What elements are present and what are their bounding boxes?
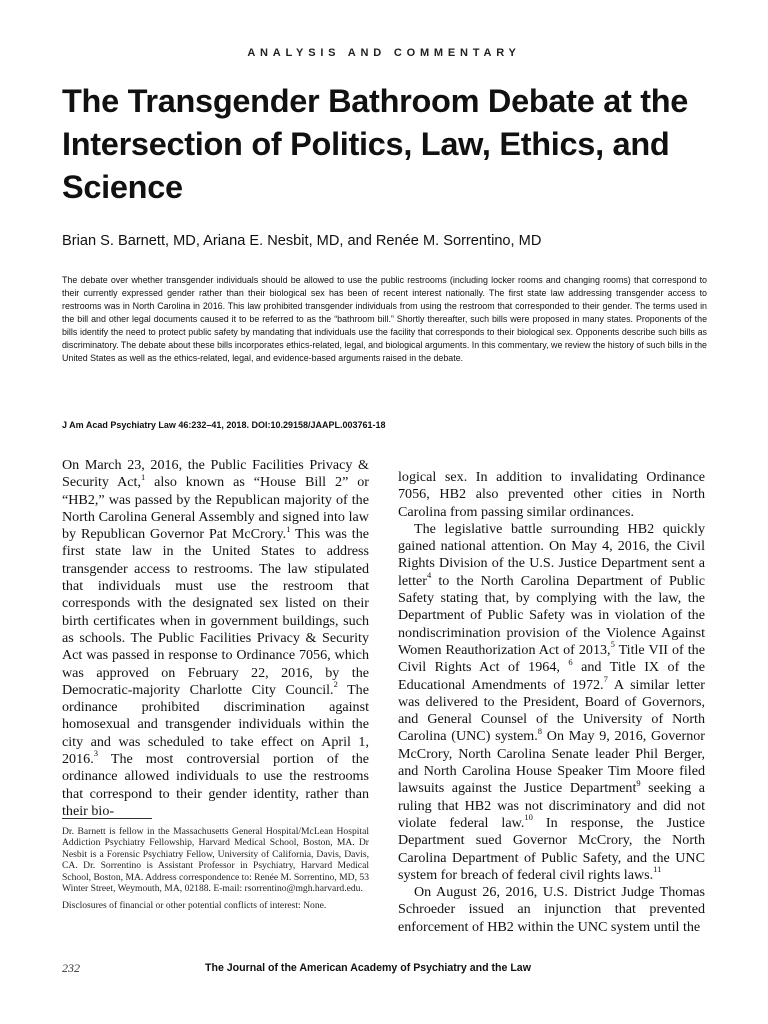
- reference-superscript: 6: [568, 656, 573, 667]
- page-number: 232: [62, 961, 80, 975]
- body-column-left: [62, 457, 369, 820]
- reference-superscript: 3: [93, 748, 98, 759]
- citation: J Am Acad Psychiatry Law 46:232–41, 2018. DOI:10.29158/JAAPL.003761-18: [62, 420, 386, 430]
- body-paragraph: On March 23, 2016, the Public Facilities Privacy & Security Act,$^1$ also known as “House Bill 2” or “HB2,” was passed by the Republican majority of the North Carolina General Assembly and signed into law by Republican Governor Pat McCrory.$^1$ This was the first state law in the United States to address transgender access to restrooms. The law stipulated that individuals must use the restroom that corresponds with the designated sex listed on their birth certificates when in government buildings, such as schools. The Public Facilities Privacy & Security Act was passed in response to Ordinance 7056, which was approved on February 22, 2016, by the Democratic-majority Charlotte City Council.$^2$ The ordinance prohibited discrimination against homosexual and transgender individuals within the city and was scheduled to take effect on April 1, 2016.$^3$ The most controversial portion of the ordinance allowed individuals to use the restrooms that correspond to their gender identity, rather than their bio-: [62, 457, 369, 819]
- reference-superscript: 9: [636, 777, 641, 788]
- abstract: The debate over whether transgender individuals should be allowed to use the public restrooms (including locker rooms and changing rooms) that correspond to their currently expressed gender rather than their biological sex has been of recent interest nationally. The first state law addressing transgender access to restrooms was in North Carolina in 2016. This law prohibited transgender individuals from using the restroom that corresponded to their gender. The terms used in the bill and other legal documents caused it to be referred to as the “bathroom bill.” Shortly thereafter, such bills were proposed in many states. Proponents of the bills identify the need to protect public safety by mandating that individuals use the facility that corresponds to their biological sex. Opponents describe such bills as discriminatory. The debate about these bills incorporates ethics-related, legal, and biological arguments. In this commentary, we review the history of such bills in the United States as well as the ethics-related, legal, and evidence-based arguments raised in the debate.: [62, 275, 707, 364]
- author-affiliation-note: Dr. Barnett is fellow in the Massachusetts General Hospital/McLean Hospital Addiction Psychiatry Fellowship, Harvard Medical School, Boston, MA. Dr Nesbit is a Forensic Psychiatry Fellow, University of California, Davis, Davis, CA. Dr. Sorrentino is Assistant Professor in Psychiatry, Harvard Medical School, Boston, MA. Address correspondence to: Renée M. Sorrentino, MD, 53 Winter Street, Weymouth, MA, 02188. E-mail: rsorrentino@mgh.harvard.edu.: [62, 826, 369, 895]
- footnotes: [62, 826, 369, 918]
- reference-superscript: 7: [603, 673, 608, 684]
- reference-superscript: 2: [333, 679, 338, 690]
- body-paragraph: The legislative battle surrounding HB2 quickly gained national attention. On May 4, 2016, the Civil Rights Division of the U.S. Justice Department sent a letter$^4$ to the North Carolina Department of Public Safety stating that, by complying with the law, the Department of Public Safety was in violation of the nondiscrimination provision of the Violence Against Women Reauthorization Act of 2013,$^5$ Title VII of the Civil Rights Act of 1964, $^6$ and Title IX of the Educational Amendments of 1972.$^7$ A similar letter was delivered to the President, Board of Governors, and General Counsel of the University of North Carolina (UNC) system.$^8$ On May 9, 2016, Governor McCrory, North Carolina Senate leader Phil Berger, and North Carolina House Speaker Tim Moore filed lawsuits against the Justice Department$^9$ seeking a ruling that HB2 was not discriminatory and did not violate federal law.$^{10}$ In response, the Justice Department sued Governor McCrory, the North Carolina Department of Public Safety, and the UNC system for breach of federal civil rights laws.$^{11}$: [398, 520, 705, 883]
- footnote-divider: [62, 818, 152, 819]
- body-paragraph: On August 26, 2016, U.S. District Judge Thomas Schroeder issued an injunction that prevented enforcement of HB2 within the UNC system until the: [398, 884, 705, 935]
- disclosure-note: Disclosures of financial or other potential conflicts of interest: None.: [62, 900, 327, 912]
- reference-superscript: 10: [524, 812, 533, 823]
- reference-superscript: 1: [141, 471, 146, 482]
- article-title: The Transgender Bathroom Debate at the Intersection of Politics, Law, Ethics, and Science: [62, 83, 689, 205]
- author-list: Brian S. Barnett, MD, Ariana E. Nesbit, MD, and Renée M. Sorrentino, MD: [62, 233, 542, 249]
- body-column-right: [398, 469, 705, 936]
- reference-superscript: 5: [610, 639, 615, 650]
- journal-name: The Journal of the American Academy of Psychiatry and the Law: [205, 962, 531, 974]
- body-paragraph: logical sex. In addition to invalidating Ordinance 7056, HB2 also prevented other cities in North Carolina from passing similar ordinances.: [398, 469, 705, 520]
- reference-superscript: 11: [653, 864, 662, 875]
- reference-superscript: 1: [286, 523, 291, 534]
- reference-superscript: 4: [426, 570, 432, 581]
- reference-superscript: 8: [537, 725, 543, 736]
- section-label: ANALYSIS AND COMMENTARY: [247, 47, 521, 59]
